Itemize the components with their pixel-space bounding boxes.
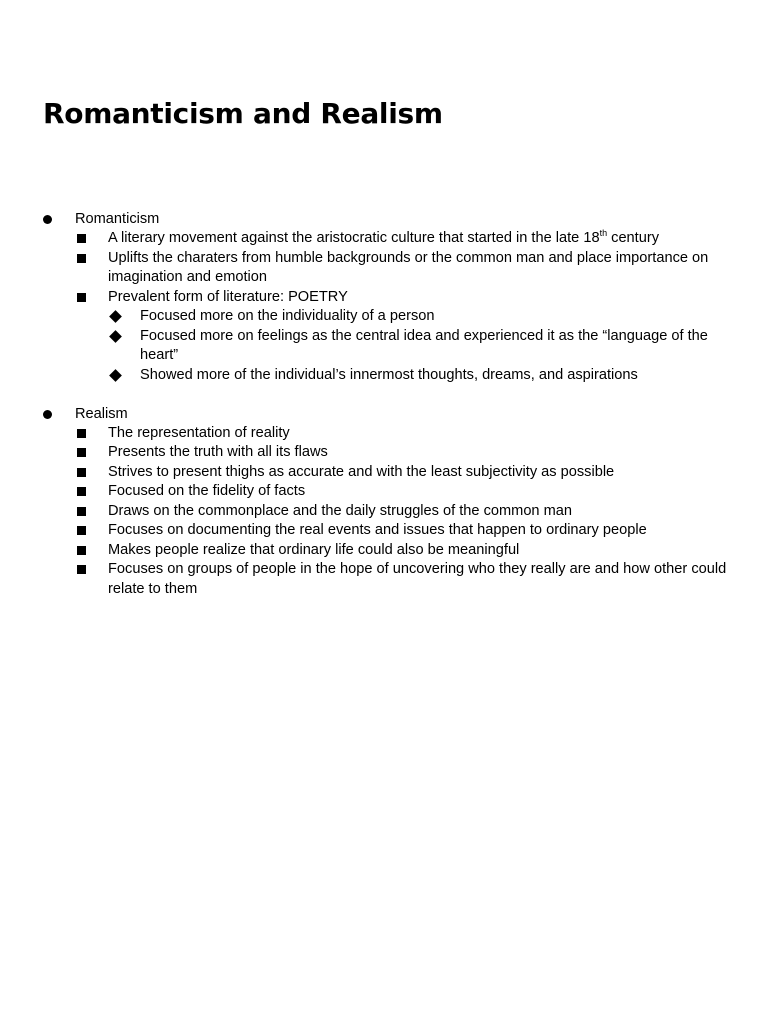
list-item-text: Uplifts the charaters from humble backgrounds or the common man and place importance on imagination and emotion: [108, 249, 709, 286]
list-item-level2: [0, 482, 728, 501]
circle-bullet-icon: [43, 215, 52, 224]
list-item-text: Focused on the fidelity of facts: [108, 483, 306, 500]
square-bullet-icon: [77, 507, 86, 516]
list-item-text: Draws on the commonplace and the daily struggles of the common man: [108, 502, 572, 519]
list-item-text: Focused more on the individuality of a person: [140, 308, 435, 325]
superscript: th: [599, 228, 608, 239]
list-item-level2: [0, 229, 728, 248]
list-item-text: Showed more of the individual’s innermost thoughts, dreams, and aspirations: [140, 366, 638, 383]
list-item-level2: [0, 560, 728, 599]
list-item-level3: [0, 366, 730, 385]
section-heading: Realism: [75, 405, 128, 422]
section-realism: [0, 405, 768, 600]
square-bullet-icon: [77, 487, 86, 496]
square-bullet-icon: [77, 234, 86, 243]
square-bullet-icon: [77, 448, 86, 457]
diamond-bullet-icon: [109, 310, 122, 323]
section-romanticism: [0, 210, 768, 385]
square-bullet-icon: [77, 526, 86, 535]
list-item-level2: [0, 502, 728, 521]
list-item-level1: [0, 210, 768, 229]
square-bullet-icon: [77, 429, 86, 438]
list-item-text-part: century: [607, 230, 660, 247]
list-item-text: Makes people realize that ordinary life could also be meaningful: [108, 541, 520, 558]
list-item-level2: [0, 288, 728, 307]
square-bullet-icon: [77, 565, 86, 574]
list-item-text: Presents the truth with all its flaws: [108, 444, 328, 461]
list-item-level2: [0, 424, 728, 443]
list-item-level2: [0, 541, 728, 560]
list-item-level2: [0, 463, 728, 482]
section-heading: Romanticism: [75, 211, 160, 227]
list-item-text: Focused more on feelings as the central idea and experienced it as the “language of the heart”: [140, 327, 708, 364]
diamond-bullet-icon: [109, 330, 122, 343]
list-item-level2: [0, 249, 728, 288]
square-bullet-icon: [77, 254, 86, 263]
list-item-text: Focuses on documenting the real events and issues that happen to ordinary people: [108, 522, 647, 539]
square-bullet-icon: [77, 293, 86, 302]
list-item-level2: [0, 521, 728, 540]
list-item-text: Prevalent form of literature: POETRY: [108, 288, 348, 305]
list-item-text: Focuses on groups of people in the hope of uncovering who they really are and how other could relate to them: [108, 561, 727, 597]
list-item-level2: [0, 443, 728, 462]
list-item-text: The representation of reality: [108, 424, 290, 441]
document-body: [0, 210, 768, 599]
list-item-text: [108, 230, 659, 246]
square-bullet-icon: [77, 468, 86, 477]
list-item-level3: [0, 327, 730, 366]
list-item-level1: [0, 405, 768, 424]
list-item-text: Strives to present thighs as accurate and with the least subjectivity as possible: [108, 463, 615, 480]
diamond-bullet-icon: [109, 369, 122, 382]
circle-bullet-icon: [43, 410, 52, 419]
list-item-text-part: A literary movement against the aristocratic culture that started in the late 18: [108, 230, 600, 247]
list-item-level3: [0, 307, 730, 326]
square-bullet-icon: [77, 546, 86, 555]
page-title: Romanticism and Realism: [43, 97, 443, 130]
